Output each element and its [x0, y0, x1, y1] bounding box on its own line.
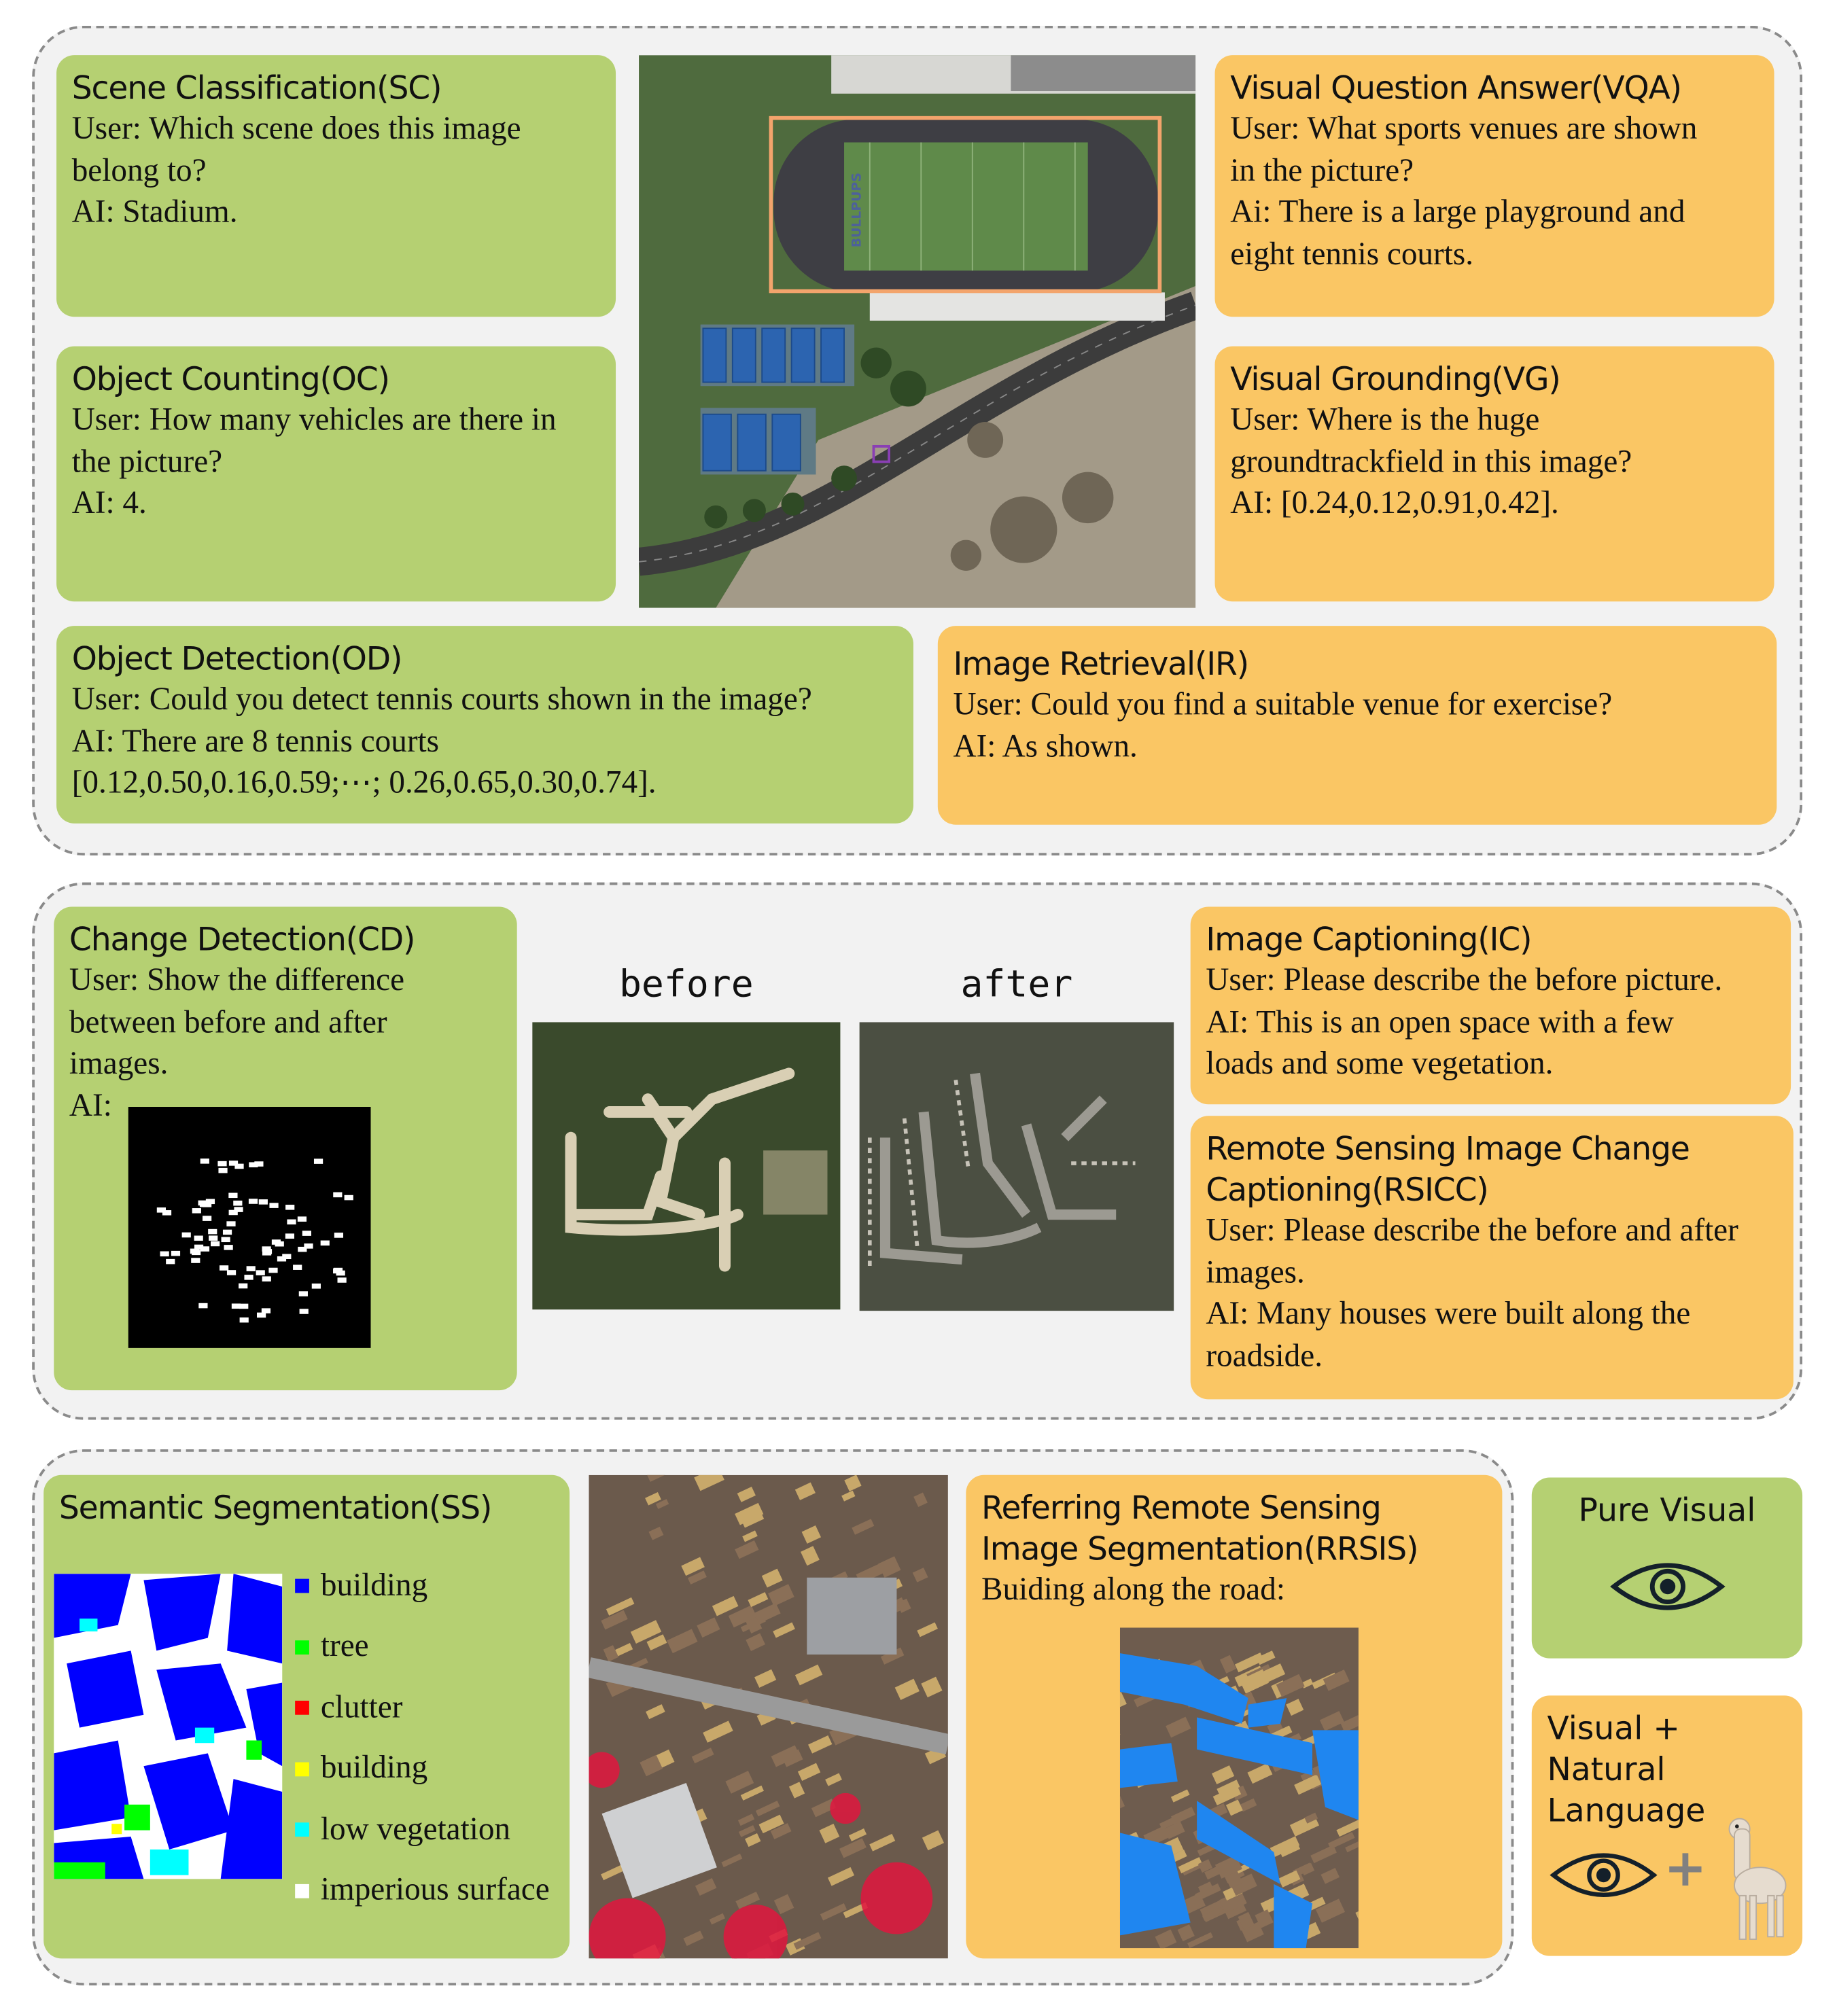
legend-swatch — [295, 1823, 309, 1837]
card-line: AI: As shown. — [953, 726, 1761, 768]
legend-item — [295, 1799, 570, 1860]
legend-item — [295, 1739, 570, 1800]
segmentation-mask-image — [54, 1574, 282, 1879]
card-title: Object Detection(OD) — [72, 639, 898, 679]
card-line: Ai: There is a large playground and — [1230, 192, 1759, 234]
card-line: User: Show the difference — [69, 961, 502, 1002]
card-line: User: Where is the huge — [1230, 400, 1759, 442]
legend-swatch — [295, 1701, 309, 1715]
card-title: Semantic Segmentation(SS) — [59, 1488, 555, 1529]
card-line: AI: Many houses were built along the — [1206, 1294, 1778, 1336]
before-label: before — [532, 962, 840, 1006]
card-line: loads and some vegetation. — [1206, 1044, 1775, 1086]
infrared-aerial-image — [589, 1475, 948, 1959]
eye-icon — [1609, 1542, 1725, 1631]
legend-item — [295, 1860, 570, 1922]
card-line: belong to? — [72, 151, 601, 192]
object-counting-card — [56, 347, 616, 602]
card-line: AI: — [69, 1086, 502, 1127]
legend-label: tree — [321, 1629, 369, 1665]
stadium-aerial-image — [639, 55, 1195, 608]
change-mask-image — [128, 1107, 371, 1348]
card-line: groundtrackfield in this image? — [1230, 442, 1759, 483]
card-line: User: Please describe the before picture. — [1206, 961, 1775, 1002]
card-line: in the picture? — [1230, 151, 1759, 192]
after-label: after — [860, 962, 1174, 1006]
image-retrieval-card — [938, 626, 1777, 825]
card-title: Image Segmentation(RRSIS) — [981, 1529, 1487, 1570]
card-line: AI: [0.24,0.12,0.91,0.42]. — [1230, 484, 1759, 525]
legend-item — [295, 1678, 570, 1739]
card-line: images. — [69, 1044, 502, 1086]
field-lettering: BULLPUPS — [850, 173, 864, 247]
card-line: eight tennis courts. — [1230, 234, 1759, 275]
legend-swatch — [295, 1579, 309, 1593]
card-line: User: Could you find a suitable venue for exercise? — [953, 685, 1761, 726]
card-line: AI: This is an open space with a few — [1206, 1002, 1775, 1044]
card-line: User: How many vehicles are there in — [72, 400, 601, 442]
llama-icon — [1724, 1811, 1788, 1952]
legend-item — [295, 1616, 570, 1678]
image-captioning-card — [1191, 907, 1791, 1105]
card-line: User: Could you detect tennis courts shown in the image? — [72, 679, 898, 721]
card-title: Captioning(RSICC) — [1206, 1169, 1778, 1210]
after-image — [860, 1022, 1174, 1311]
card-line: AI: 4. — [72, 484, 601, 525]
card-title: Scene Classification(SC) — [72, 68, 601, 109]
card-title: Image Retrieval(IR) — [953, 644, 1761, 685]
card-line: [0.12,0.50,0.16,0.59;⋯; 0.26,0.65,0.30,0.74]. — [72, 763, 898, 804]
card-line: roadside. — [1206, 1336, 1778, 1377]
card-title: Referring Remote Sensing — [981, 1488, 1487, 1529]
legend-swatch — [295, 1762, 309, 1776]
card-title: Visual Question Answer(VQA) — [1230, 68, 1759, 109]
card-title: Change Detection(CD) — [69, 919, 502, 960]
scene-classification-card — [56, 55, 616, 317]
rsicc-card — [1191, 1116, 1794, 1399]
rrsis-image — [1120, 1627, 1359, 1948]
card-line: User: Which scene does this image — [72, 109, 601, 150]
card-line: User: Please describe the before and after — [1206, 1211, 1778, 1252]
visual-grounding-card — [1215, 347, 1774, 602]
card-title: Image Captioning(IC) — [1206, 919, 1775, 960]
card-line: AI: Stadium. — [72, 192, 601, 234]
card-title: Remote Sensing Image Change — [1206, 1129, 1778, 1169]
legend-label: clutter — [321, 1690, 403, 1726]
card-title: Object Counting(OC) — [72, 359, 601, 400]
card-line: the picture? — [72, 442, 601, 483]
segmentation-legend — [295, 1556, 570, 1922]
legend-item — [295, 1556, 570, 1617]
visual-nl-label: Language — [1547, 1790, 1787, 1831]
card-title: Visual Grounding(VG) — [1230, 359, 1759, 400]
plus-sign: + — [1664, 1839, 1707, 1898]
legend-label: building — [321, 1568, 427, 1604]
legend-swatch — [295, 1640, 309, 1655]
card-line: images. — [1206, 1252, 1778, 1294]
rrsis-prompt: Buiding along the road: — [981, 1570, 1487, 1611]
pure-visual-key — [1532, 1478, 1802, 1659]
legend-label: imperious surface — [321, 1873, 550, 1909]
visual-natural-language-key — [1532, 1695, 1802, 1956]
card-line: User: What sports venues are shown — [1230, 109, 1759, 150]
visual-nl-label: Visual + Natural — [1547, 1708, 1787, 1790]
card-line: between before and after — [69, 1002, 502, 1044]
pure-visual-label: Pure Visual — [1547, 1490, 1787, 1531]
legend-swatch — [295, 1884, 309, 1898]
eye-icon — [1550, 1837, 1658, 1913]
card-line: AI: There are 8 tennis courts — [72, 722, 898, 763]
object-detection-card — [56, 626, 913, 824]
visual-question-answer-card — [1215, 55, 1774, 317]
legend-label: low vegetation — [321, 1812, 510, 1848]
legend-label: building — [321, 1751, 427, 1787]
before-image — [532, 1022, 840, 1309]
